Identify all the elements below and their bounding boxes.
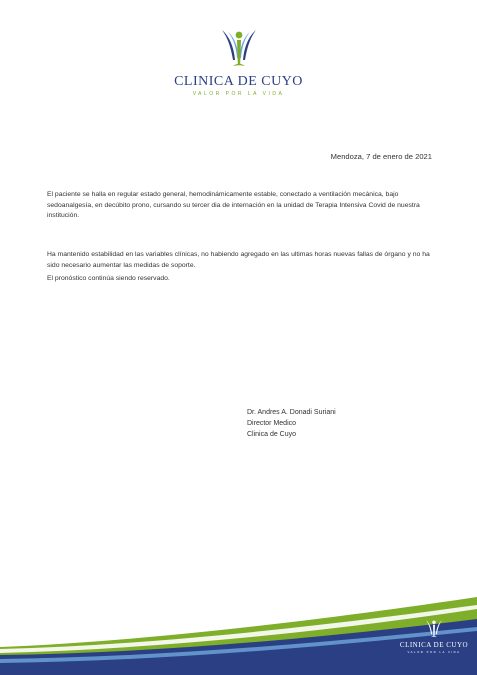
signature-block	[247, 407, 336, 440]
letter-paragraph-2: Ha mantenido estabilidad en las variables clínicas, no habiendo agregado en las ultimas horas nuevas fallas de órgano y no ha sido necesario aumentar las medidas de soporte.	[47, 251, 430, 269]
clinic-logo-icon	[216, 26, 262, 72]
brand-name: CLINICA DE CUYO	[174, 74, 303, 89]
letter-paragraph-3: El pronóstico continúa siendo reservado.	[47, 275, 170, 282]
footer-clinic-logo-icon	[423, 618, 445, 640]
brand-tagline: VALOR POR LA VIDA	[192, 91, 285, 97]
footer-logo	[394, 618, 474, 654]
header-logo	[0, 26, 477, 97]
signer-name: Dr. Andres A. Donadi Suriani	[247, 409, 336, 416]
signer-title: Director Medico	[247, 420, 297, 427]
footer-brand-name: CLINICA DE CUYO	[399, 641, 469, 649]
footer-brand-tagline: VALOR POR LA VIDA	[407, 650, 461, 654]
letter-date: Mendoza, 7 de enero de 2021	[330, 152, 432, 161]
signer-institution: Clinica de Cuyo	[247, 431, 297, 438]
letter-paragraph-1: El paciente se halla en regular estado general, hemodinámicamente estable, conectado a ventilación mecánica, bajo sedoanalgesía, en decúbito prono, cursando su tercer dia de internación en la unidad de Terapia Intensiva Covid de nuestra institución.	[47, 191, 420, 220]
